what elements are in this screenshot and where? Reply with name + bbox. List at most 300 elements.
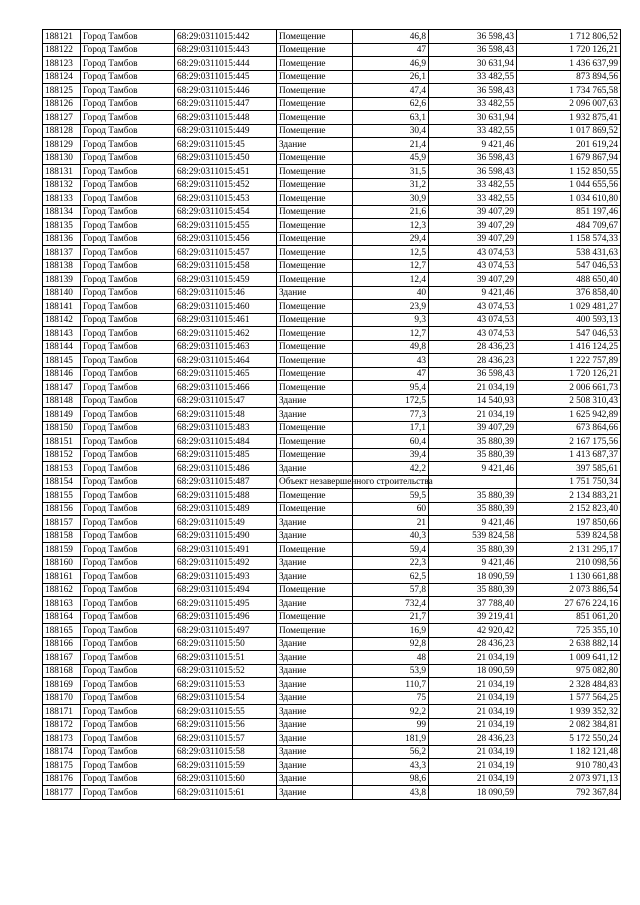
row-number-cell: 188150 xyxy=(43,421,81,435)
object-type-cell: Здание xyxy=(277,570,353,584)
specific-value-cell: 36 598,43 xyxy=(429,84,517,98)
row-number-cell: 188173 xyxy=(43,732,81,746)
row-number-cell: 188162 xyxy=(43,583,81,597)
municipality-cell: Город Тамбов xyxy=(81,192,175,206)
cadastral-value-cell: 673 864,66 xyxy=(517,421,621,435)
row-number-cell: 188163 xyxy=(43,597,81,611)
object-type-cell: Помещение xyxy=(277,246,353,260)
object-type-cell: Помещение xyxy=(277,327,353,341)
area-cell: 43,3 xyxy=(353,759,429,773)
cadastral-number-cell: 68:29:0311015:51 xyxy=(175,651,277,665)
object-type-cell: Помещение xyxy=(277,205,353,219)
cadastral-value-cell: 1 029 481,27 xyxy=(517,300,621,314)
area-cell: 9,3 xyxy=(353,313,429,327)
row-number-cell: 188131 xyxy=(43,165,81,179)
cadastral-value-cell: 488 650,40 xyxy=(517,273,621,287)
cadastral-value-cell: 873 894,56 xyxy=(517,70,621,84)
specific-value-cell: 33 482,55 xyxy=(429,70,517,84)
specific-value-cell: 30 631,94 xyxy=(429,111,517,125)
cadastral-number-cell: 68:29:0311015:485 xyxy=(175,448,277,462)
municipality-cell: Город Тамбов xyxy=(81,205,175,219)
table-row xyxy=(43,43,621,57)
object-type-cell: Помещение xyxy=(277,624,353,638)
object-type-cell: Помещение xyxy=(277,124,353,138)
object-type-cell: Помещение xyxy=(277,57,353,71)
cadastral-number-cell: 68:29:0311015:449 xyxy=(175,124,277,138)
row-number-cell: 188167 xyxy=(43,651,81,665)
row-number-cell: 188128 xyxy=(43,124,81,138)
area-cell: 63,1 xyxy=(353,111,429,125)
cadastral-number-cell: 68:29:0311015:496 xyxy=(175,610,277,624)
municipality-cell: Город Тамбов xyxy=(81,624,175,638)
table-body xyxy=(43,30,621,800)
table-row xyxy=(43,772,621,786)
cadastral-number-cell: 68:29:0311015:486 xyxy=(175,462,277,476)
table-row xyxy=(43,327,621,341)
area-cell: 77,3 xyxy=(353,408,429,422)
specific-value-cell: 37 788,40 xyxy=(429,597,517,611)
object-type-cell: Помещение xyxy=(277,421,353,435)
row-number-cell: 188138 xyxy=(43,259,81,273)
cadastral-number-cell: 68:29:0311015:459 xyxy=(175,273,277,287)
row-number-cell: 188164 xyxy=(43,610,81,624)
object-type-cell: Помещение xyxy=(277,97,353,111)
municipality-cell: Город Тамбов xyxy=(81,421,175,435)
cadastral-value-cell: 2 073 971,13 xyxy=(517,772,621,786)
object-type-cell: Помещение xyxy=(277,448,353,462)
specific-value-cell: 35 880,39 xyxy=(429,448,517,462)
object-type-cell: Здание xyxy=(277,786,353,800)
object-type-cell: Помещение xyxy=(277,489,353,503)
object-type-cell: Помещение xyxy=(277,111,353,125)
specific-value-cell: 36 598,43 xyxy=(429,151,517,165)
cadastral-number-cell: 68:29:0311015:61 xyxy=(175,786,277,800)
table-row xyxy=(43,219,621,233)
specific-value-cell: 539 824,58 xyxy=(429,529,517,543)
table-row xyxy=(43,151,621,165)
cadastral-number-cell: 68:29:0311015:493 xyxy=(175,570,277,584)
row-number-cell: 188135 xyxy=(43,219,81,233)
cadastral-value-cell: 1 182 121,48 xyxy=(517,745,621,759)
table-row xyxy=(43,516,621,530)
area-cell: 39,4 xyxy=(353,448,429,462)
cadastral-value-cell: 2 134 883,21 xyxy=(517,489,621,503)
municipality-cell: Город Тамбов xyxy=(81,570,175,584)
object-type-cell: Здание xyxy=(277,718,353,732)
cadastral-number-cell: 68:29:0311015:55 xyxy=(175,705,277,719)
object-type-cell: Помещение xyxy=(277,84,353,98)
object-type-cell: Помещение xyxy=(277,70,353,84)
table-row xyxy=(43,759,621,773)
cadastral-value-cell: 1 130 661,88 xyxy=(517,570,621,584)
area-cell: 75 xyxy=(353,691,429,705)
specific-value-cell: 35 880,39 xyxy=(429,435,517,449)
object-type-cell: Здание xyxy=(277,394,353,408)
table-row xyxy=(43,448,621,462)
specific-value-cell: 39 407,29 xyxy=(429,205,517,219)
area-cell: 56,2 xyxy=(353,745,429,759)
cadastral-number-cell: 68:29:0311015:57 xyxy=(175,732,277,746)
object-type-cell: Помещение xyxy=(277,178,353,192)
object-type-cell: Здание xyxy=(277,678,353,692)
specific-value-cell: 21 034,19 xyxy=(429,705,517,719)
row-number-cell: 188158 xyxy=(43,529,81,543)
table-row xyxy=(43,732,621,746)
specific-value-cell: 21 034,19 xyxy=(429,408,517,422)
table-row xyxy=(43,165,621,179)
cadastral-value-cell: 2 167 175,56 xyxy=(517,435,621,449)
cadastral-number-cell: 68:29:0311015:456 xyxy=(175,232,277,246)
municipality-cell: Город Тамбов xyxy=(81,246,175,260)
table-row xyxy=(43,475,621,489)
area-cell: 17,1 xyxy=(353,421,429,435)
municipality-cell: Город Тамбов xyxy=(81,354,175,368)
cadastral-number-cell: 68:29:0311015:455 xyxy=(175,219,277,233)
table-row xyxy=(43,421,621,435)
area-cell: 60 xyxy=(353,502,429,516)
specific-value-cell: 43 074,53 xyxy=(429,313,517,327)
area-cell: 31,5 xyxy=(353,165,429,179)
row-number-cell: 188169 xyxy=(43,678,81,692)
table-row xyxy=(43,502,621,516)
row-number-cell: 188123 xyxy=(43,57,81,71)
specific-value-cell xyxy=(429,475,517,489)
object-type-cell: Помещение xyxy=(277,232,353,246)
object-type-cell: Здание xyxy=(277,691,353,705)
municipality-cell: Город Тамбов xyxy=(81,678,175,692)
specific-value-cell: 39 407,29 xyxy=(429,232,517,246)
table-row xyxy=(43,138,621,152)
municipality-cell: Город Тамбов xyxy=(81,448,175,462)
cadastral-value-cell: 2 073 886,54 xyxy=(517,583,621,597)
specific-value-cell: 28 436,23 xyxy=(429,354,517,368)
area-cell: 172,5 xyxy=(353,394,429,408)
area-cell: 62,5 xyxy=(353,570,429,584)
cadastral-value-cell: 910 780,43 xyxy=(517,759,621,773)
cadastral-number-cell: 68:29:0311015:448 xyxy=(175,111,277,125)
area-cell: 30,4 xyxy=(353,124,429,138)
cadastral-value-cell: 2 328 484,83 xyxy=(517,678,621,692)
cadastral-number-cell: 68:29:0311015:497 xyxy=(175,624,277,638)
area-cell: 12,7 xyxy=(353,259,429,273)
municipality-cell: Город Тамбов xyxy=(81,273,175,287)
row-number-cell: 188165 xyxy=(43,624,81,638)
area-cell: 12,4 xyxy=(353,273,429,287)
row-number-cell: 188149 xyxy=(43,408,81,422)
cadastral-value-cell: 1 712 806,52 xyxy=(517,30,621,44)
cadastral-number-cell: 68:29:0311015:464 xyxy=(175,354,277,368)
object-type-cell: Помещение xyxy=(277,165,353,179)
specific-value-cell: 18 090,59 xyxy=(429,664,517,678)
cadastral-number-cell: 68:29:0311015:45 xyxy=(175,138,277,152)
area-cell: 23,9 xyxy=(353,300,429,314)
cadastral-number-cell: 68:29:0311015:56 xyxy=(175,718,277,732)
object-type-cell: Помещение xyxy=(277,151,353,165)
cadastral-number-cell: 68:29:0311015:458 xyxy=(175,259,277,273)
object-type-cell: Помещение xyxy=(277,30,353,44)
table-row xyxy=(43,597,621,611)
cadastral-value-cell: 1 436 637,99 xyxy=(517,57,621,71)
cadastral-value-cell: 1 932 875,41 xyxy=(517,111,621,125)
municipality-cell: Город Тамбов xyxy=(81,759,175,773)
row-number-cell: 188132 xyxy=(43,178,81,192)
area-cell: 98,6 xyxy=(353,772,429,786)
table-row xyxy=(43,259,621,273)
cadastral-number-cell: 68:29:0311015:489 xyxy=(175,502,277,516)
table-row xyxy=(43,57,621,71)
cadastral-value-cell: 1 577 564,25 xyxy=(517,691,621,705)
municipality-cell: Город Тамбов xyxy=(81,124,175,138)
cadastral-number-cell: 68:29:0311015:457 xyxy=(175,246,277,260)
specific-value-cell: 14 540,93 xyxy=(429,394,517,408)
cadastral-value-cell: 1 751 750,34 xyxy=(517,475,621,489)
row-number-cell: 188159 xyxy=(43,543,81,557)
municipality-cell: Город Тамбов xyxy=(81,772,175,786)
area-cell: 21,7 xyxy=(353,610,429,624)
cadastral-number-cell: 68:29:0311015:452 xyxy=(175,178,277,192)
table-row xyxy=(43,178,621,192)
specific-value-cell: 39 407,29 xyxy=(429,219,517,233)
specific-value-cell: 36 598,43 xyxy=(429,367,517,381)
municipality-cell: Город Тамбов xyxy=(81,610,175,624)
cadastral-number-cell: 68:29:0311015:465 xyxy=(175,367,277,381)
object-type-cell: Здание xyxy=(277,705,353,719)
municipality-cell: Город Тамбов xyxy=(81,57,175,71)
row-number-cell: 188136 xyxy=(43,232,81,246)
object-type-cell: Помещение xyxy=(277,300,353,314)
row-number-cell: 188133 xyxy=(43,192,81,206)
cadastral-value-cell: 538 431,63 xyxy=(517,246,621,260)
cadastral-number-cell: 68:29:0311015:50 xyxy=(175,637,277,651)
cadastral-value-cell: 201 619,24 xyxy=(517,138,621,152)
specific-value-cell: 39 407,29 xyxy=(429,273,517,287)
cadastral-value-cell: 1 939 352,32 xyxy=(517,705,621,719)
table-row xyxy=(43,570,621,584)
cadastral-number-cell: 68:29:0311015:451 xyxy=(175,165,277,179)
row-number-cell: 188140 xyxy=(43,286,81,300)
municipality-cell: Город Тамбов xyxy=(81,489,175,503)
object-type-cell: Помещение xyxy=(277,543,353,557)
row-number-cell: 188171 xyxy=(43,705,81,719)
cadastral-number-cell: 68:29:0311015:60 xyxy=(175,772,277,786)
municipality-cell: Город Тамбов xyxy=(81,327,175,341)
specific-value-cell: 21 034,19 xyxy=(429,651,517,665)
object-type-cell: Здание xyxy=(277,462,353,476)
object-type-cell: Здание xyxy=(277,772,353,786)
area-cell: 47 xyxy=(353,43,429,57)
specific-value-cell: 9 421,46 xyxy=(429,516,517,530)
cadastral-number-cell: 68:29:0311015:59 xyxy=(175,759,277,773)
cadastral-value-cell: 484 709,67 xyxy=(517,219,621,233)
specific-value-cell: 28 436,23 xyxy=(429,340,517,354)
area-cell: 40 xyxy=(353,286,429,300)
row-number-cell: 188141 xyxy=(43,300,81,314)
area-cell: 47 xyxy=(353,367,429,381)
municipality-cell: Город Тамбов xyxy=(81,313,175,327)
cadastral-value-cell: 851 061,20 xyxy=(517,610,621,624)
area-cell: 46,9 xyxy=(353,57,429,71)
row-number-cell: 188152 xyxy=(43,448,81,462)
municipality-cell: Город Тамбов xyxy=(81,151,175,165)
cadastral-number-cell: 68:29:0311015:484 xyxy=(175,435,277,449)
cadastral-value-cell: 1 720 126,21 xyxy=(517,43,621,57)
municipality-cell: Город Тамбов xyxy=(81,300,175,314)
specific-value-cell: 33 482,55 xyxy=(429,124,517,138)
cadastral-number-cell: 68:29:0311015:443 xyxy=(175,43,277,57)
area-cell: 95,4 xyxy=(353,381,429,395)
municipality-cell: Город Тамбов xyxy=(81,502,175,516)
area-cell: 92,8 xyxy=(353,637,429,651)
cadastral-value-cell: 400 593,13 xyxy=(517,313,621,327)
table-row xyxy=(43,786,621,800)
table-row xyxy=(43,313,621,327)
cadastral-number-cell: 68:29:0311015:47 xyxy=(175,394,277,408)
object-type-cell: Здание xyxy=(277,745,353,759)
cadastral-value-cell: 547 046,53 xyxy=(517,259,621,273)
table-row xyxy=(43,340,621,354)
cadastral-value-table xyxy=(42,29,621,800)
row-number-cell: 188160 xyxy=(43,556,81,570)
specific-value-cell: 21 034,19 xyxy=(429,718,517,732)
cadastral-number-cell: 68:29:0311015:491 xyxy=(175,543,277,557)
table-row xyxy=(43,489,621,503)
table-row xyxy=(43,651,621,665)
row-number-cell: 188122 xyxy=(43,43,81,57)
object-type-cell: Здание xyxy=(277,651,353,665)
table-row xyxy=(43,624,621,638)
object-type-cell: Здание xyxy=(277,408,353,422)
cadastral-number-cell: 68:29:0311015:490 xyxy=(175,529,277,543)
cadastral-value-cell: 210 098,56 xyxy=(517,556,621,570)
object-type-cell: Здание xyxy=(277,529,353,543)
row-number-cell: 188147 xyxy=(43,381,81,395)
area-cell: 31,2 xyxy=(353,178,429,192)
specific-value-cell: 39 407,29 xyxy=(429,421,517,435)
table-row xyxy=(43,367,621,381)
specific-value-cell: 18 090,59 xyxy=(429,570,517,584)
specific-value-cell: 28 436,23 xyxy=(429,732,517,746)
specific-value-cell: 35 880,39 xyxy=(429,543,517,557)
cadastral-value-cell: 2 152 823,40 xyxy=(517,502,621,516)
object-type-cell: Здание xyxy=(277,516,353,530)
municipality-cell: Город Тамбов xyxy=(81,529,175,543)
specific-value-cell: 43 074,53 xyxy=(429,246,517,260)
row-number-cell: 188121 xyxy=(43,30,81,44)
specific-value-cell: 33 482,55 xyxy=(429,97,517,111)
area-cell: 42,2 xyxy=(353,462,429,476)
row-number-cell: 188175 xyxy=(43,759,81,773)
table-row xyxy=(43,84,621,98)
cadastral-value-cell: 197 850,66 xyxy=(517,516,621,530)
object-type-cell: Здание xyxy=(277,286,353,300)
municipality-cell: Город Тамбов xyxy=(81,732,175,746)
object-type-cell: Помещение xyxy=(277,340,353,354)
cadastral-number-cell: 68:29:0311015:442 xyxy=(175,30,277,44)
area-cell: 57,8 xyxy=(353,583,429,597)
cadastral-number-cell: 68:29:0311015:54 xyxy=(175,691,277,705)
table-row xyxy=(43,529,621,543)
cadastral-value-cell: 2 096 007,63 xyxy=(517,97,621,111)
object-type-cell: Помещение xyxy=(277,583,353,597)
row-number-cell: 188156 xyxy=(43,502,81,516)
table-row xyxy=(43,232,621,246)
area-cell: 21,6 xyxy=(353,205,429,219)
row-number-cell: 188154 xyxy=(43,475,81,489)
cadastral-number-cell: 68:29:0311015:58 xyxy=(175,745,277,759)
table-row xyxy=(43,678,621,692)
specific-value-cell: 9 421,46 xyxy=(429,138,517,152)
area-cell: 30,9 xyxy=(353,192,429,206)
municipality-cell: Город Тамбов xyxy=(81,462,175,476)
area-cell: 43,8 xyxy=(353,786,429,800)
cadastral-value-cell: 1 222 757,89 xyxy=(517,354,621,368)
row-number-cell: 188146 xyxy=(43,367,81,381)
municipality-cell: Город Тамбов xyxy=(81,394,175,408)
table-row xyxy=(43,97,621,111)
cadastral-number-cell: 68:29:0311015:483 xyxy=(175,421,277,435)
object-type-cell: Помещение xyxy=(277,354,353,368)
cadastral-value-cell: 725 355,10 xyxy=(517,624,621,638)
table-row xyxy=(43,30,621,44)
row-number-cell: 188127 xyxy=(43,111,81,125)
object-type-cell: Помещение xyxy=(277,610,353,624)
municipality-cell: Город Тамбов xyxy=(81,30,175,44)
table-row xyxy=(43,111,621,125)
cadastral-value-cell: 1 034 610,80 xyxy=(517,192,621,206)
cadastral-value-cell: 1 009 641,12 xyxy=(517,651,621,665)
area-cell: 49,8 xyxy=(353,340,429,354)
municipality-cell: Город Тамбов xyxy=(81,381,175,395)
table-row xyxy=(43,205,621,219)
row-number-cell: 188126 xyxy=(43,97,81,111)
row-number-cell: 188153 xyxy=(43,462,81,476)
specific-value-cell: 33 482,55 xyxy=(429,178,517,192)
cadastral-number-cell: 68:29:0311015:488 xyxy=(175,489,277,503)
municipality-cell: Город Тамбов xyxy=(81,435,175,449)
cadastral-value-cell: 2 638 882,14 xyxy=(517,637,621,651)
municipality-cell: Город Тамбов xyxy=(81,718,175,732)
table-row xyxy=(43,718,621,732)
cadastral-value-cell: 1 044 655,56 xyxy=(517,178,621,192)
row-number-cell: 188176 xyxy=(43,772,81,786)
cadastral-number-cell: 68:29:0311015:444 xyxy=(175,57,277,71)
area-cell: 92,2 xyxy=(353,705,429,719)
table-row xyxy=(43,691,621,705)
table-row xyxy=(43,745,621,759)
municipality-cell: Город Тамбов xyxy=(81,705,175,719)
object-type-cell: Помещение xyxy=(277,273,353,287)
municipality-cell: Город Тамбов xyxy=(81,367,175,381)
object-type-cell: Помещение xyxy=(277,219,353,233)
area-cell: 48 xyxy=(353,651,429,665)
cadastral-number-cell: 68:29:0311015:461 xyxy=(175,313,277,327)
cadastral-number-cell: 68:29:0311015:46 xyxy=(175,286,277,300)
municipality-cell: Город Тамбов xyxy=(81,408,175,422)
cadastral-number-cell: 68:29:0311015:494 xyxy=(175,583,277,597)
specific-value-cell: 18 090,59 xyxy=(429,786,517,800)
row-number-cell: 188157 xyxy=(43,516,81,530)
table-row xyxy=(43,435,621,449)
cadastral-number-cell: 68:29:0311015:447 xyxy=(175,97,277,111)
specific-value-cell: 9 421,46 xyxy=(429,556,517,570)
area-cell: 21 xyxy=(353,516,429,530)
row-number-cell: 188177 xyxy=(43,786,81,800)
municipality-cell: Город Тамбов xyxy=(81,286,175,300)
cadastral-number-cell: 68:29:0311015:453 xyxy=(175,192,277,206)
table-row xyxy=(43,664,621,678)
cadastral-value-cell: 2 082 384,81 xyxy=(517,718,621,732)
specific-value-cell: 21 034,19 xyxy=(429,759,517,773)
